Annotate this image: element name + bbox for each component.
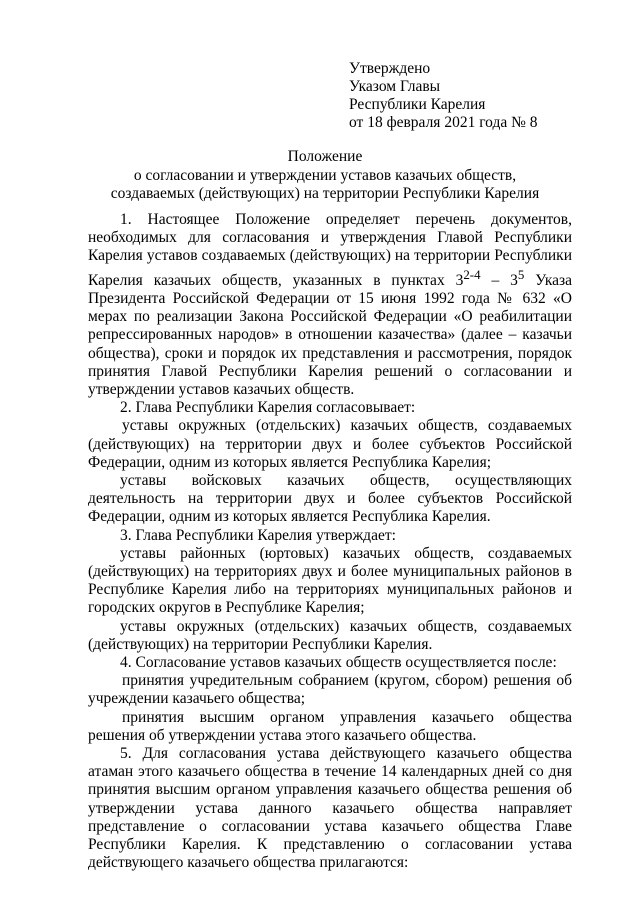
paragraph-2b: уставы войсковых казачьих обществ, осуществляющих деятельность на территории двух и более субъектов Российской Федерации, одним из которых является Республика Карелия.: [88, 472, 572, 526]
title-line: Положение: [287, 148, 363, 165]
paragraph-3a: уставы районных (юртовых) казачьих обществ, создаваемых (действующих) на территориях двух и более муниципальных районов в Республике Карелия либо на территориях муниципальных районов и городских округов в Республике Карелия;: [88, 544, 572, 617]
title-line: создаваемых (действующих) на территории Республики Карелия: [110, 185, 540, 202]
title-line: о согласовании и утверждении уставов казачьих обществ,: [133, 166, 517, 184]
paragraph-text: 1. Настоящее Положение определяет перечень документов, необходимых для согласования и утверждения Главой Республики Карелия уставов создаваемых (действующих) на территории Республики Карелия казачьих обществ, указанных в пунктах 3: [88, 211, 572, 289]
paragraph-3b: уставы окружных (отдельских) казачьих обществ, создаваемых (действующих) на территории Республики Карелия.: [88, 617, 572, 653]
paragraph-text: – 3: [480, 271, 518, 289]
document-body: [88, 211, 572, 872]
superscript: 5: [517, 266, 525, 282]
approval-line: Утверждено: [349, 60, 431, 77]
approval-line: Указом Главы: [349, 78, 441, 95]
approval-stamp: [349, 60, 538, 132]
paragraph-5: 5. Для согласования устава действующего казачьего общества атаман этого казачьего общества в течение 14 календарных дней со дня принятия высшим органом управления казачьего общества решения об утверждении устава данного казачьего общества направляет представление о согласовании устава казачьего общества Главе Республики Карелия. К представлению о согласовании устава действующего казачьего общества прилагаются:: [88, 745, 572, 872]
paragraph-4a: принятия учредительным собранием (кругом, сбором) решения об учреждении казачьего общества;: [88, 672, 572, 708]
paragraph-3: 3. Глава Республики Карелия утверждает:: [120, 526, 396, 544]
paragraph-2a: уставы окружных (отдельских) казачьих обществ, создаваемых (действующих) на территории двух и более субъектов Российской Федерации, одним из которых является Республика Карелия;: [88, 417, 572, 471]
paragraph-1: [88, 211, 572, 399]
paragraph-text: Указа Президента Российской Федерации от 15 июня 1992 года № 632 «О мерах по реализации Закона Российской Федерации «О реабилитации репрессированных народов» в отношении казачества» (далее – казачьи общества), сроки и порядок их представления и рассмотрения, порядок принятия Главой Республики Карелия решений о согласовании и утверждении уставов казачьих обществ.: [88, 271, 572, 398]
paragraph-2: 2. Глава Республики Карелия согласовывает:: [120, 399, 416, 417]
paragraph-4b: принятия высшим органом управления казачьего общества решения об утверждении устава этого казачьего общества.: [88, 708, 572, 744]
approval-line: Республики Карелия: [349, 96, 486, 113]
document-title: [60, 148, 590, 204]
superscript: 2-4: [463, 266, 481, 282]
approval-line: от 18 февраля 2021 года № 8: [349, 114, 538, 131]
paragraph-4: 4. Согласование уставов казачьих обществ осуществляется после:: [120, 654, 557, 672]
